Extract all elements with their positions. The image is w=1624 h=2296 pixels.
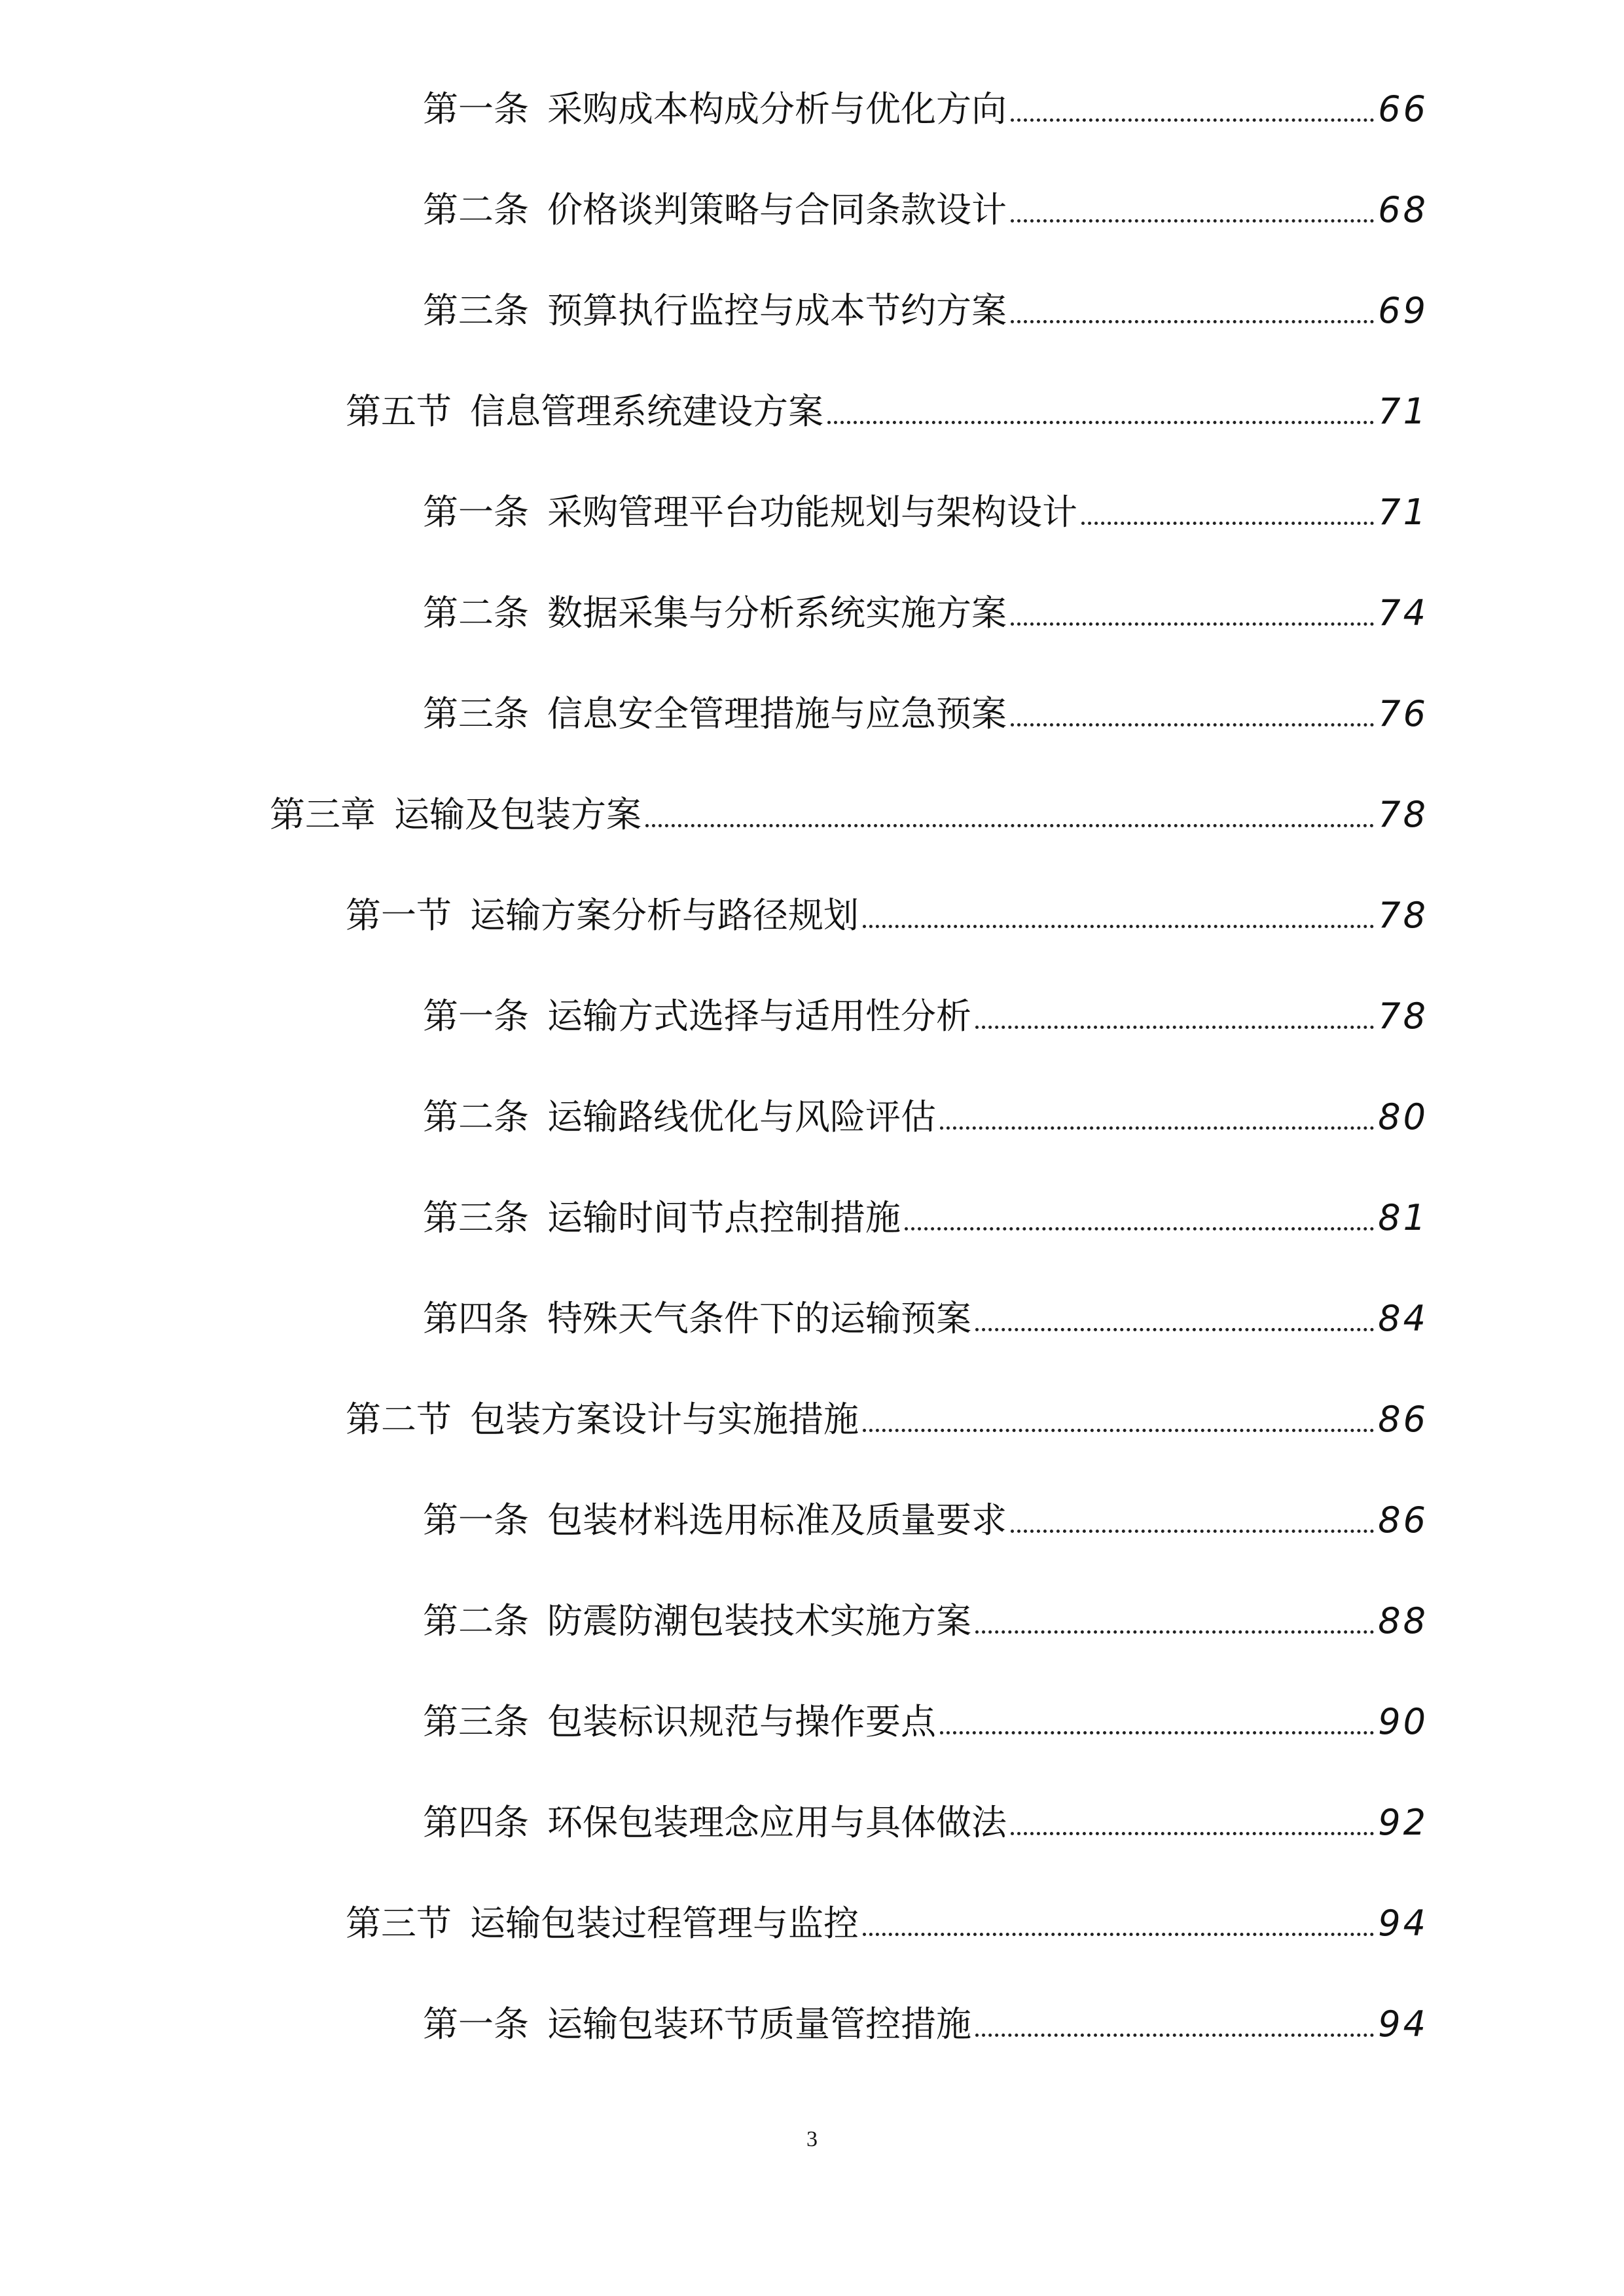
entry-title: 包装标识规范与操作要点 [547, 1701, 936, 1742]
toc-entry[interactable] [423, 492, 1428, 533]
dot-leader [863, 925, 1374, 928]
entry-number: 第一条 [423, 2003, 529, 2045]
entry-number: 第四条 [423, 1298, 529, 1339]
dot-leader [975, 2034, 1374, 2037]
entry-title: 环保包装理念应用与具体做法 [547, 1802, 1007, 1843]
entry-title: 运输包装过程管理与监控 [470, 1903, 859, 1944]
toc-entry[interactable] [423, 996, 1428, 1037]
entry-page: 68 [1378, 189, 1428, 230]
dot-leader [940, 1126, 1374, 1130]
entry-title: 运输方式选择与适用性分析 [547, 996, 971, 1037]
dot-leader [645, 824, 1374, 827]
entry-title: 运输及包装方案 [394, 794, 641, 835]
entry-page: 86 [1378, 1399, 1428, 1440]
dot-leader [1081, 522, 1374, 525]
entry-page: 92 [1378, 1802, 1428, 1843]
dot-leader [905, 1227, 1374, 1230]
entry-page: 71 [1378, 391, 1428, 432]
entry-number: 第二节 [346, 1399, 452, 1440]
entry-page: 78 [1378, 794, 1428, 835]
toc-entry[interactable] [423, 290, 1428, 331]
dot-leader [940, 1731, 1374, 1734]
dot-leader [1011, 320, 1374, 323]
entry-number: 第二条 [423, 1600, 529, 1641]
dot-leader [863, 1429, 1374, 1432]
entry-number: 第三条 [423, 290, 529, 331]
entry-number: 第一节 [346, 895, 452, 936]
dot-leader [1011, 1530, 1374, 1533]
entry-title: 包装方案设计与实施措施 [470, 1399, 859, 1440]
toc-entry[interactable] [423, 1701, 1428, 1742]
entry-page: 66 [1378, 88, 1428, 130]
entry-number: 第一条 [423, 492, 529, 533]
entry-title: 特殊天气条件下的运输预案 [547, 1298, 971, 1339]
entry-number: 第三条 [423, 1197, 529, 1238]
entry-page: 86 [1378, 1499, 1428, 1541]
toc-entry[interactable] [423, 88, 1428, 130]
entry-page: 80 [1378, 1096, 1428, 1138]
entry-page: 84 [1378, 1298, 1428, 1339]
toc-entry[interactable] [423, 1802, 1428, 1843]
dot-leader [1011, 723, 1374, 726]
toc-entry[interactable] [346, 391, 1428, 432]
dot-leader [1011, 219, 1374, 223]
entry-number: 第五节 [346, 391, 452, 432]
entry-number: 第一条 [423, 88, 529, 130]
entry-title: 数据采集与分析系统实施方案 [547, 592, 1007, 634]
entry-title: 采购管理平台功能规划与架构设计 [547, 492, 1077, 533]
toc-entry[interactable] [423, 1096, 1428, 1138]
entry-number: 第三条 [423, 693, 529, 734]
entry-page: 88 [1378, 1600, 1428, 1641]
dot-leader [827, 421, 1374, 424]
entry-title: 采购成本构成分析与优化方向 [547, 88, 1007, 130]
dot-leader [975, 1026, 1374, 1029]
entry-number: 第二条 [423, 189, 529, 230]
entry-page: 69 [1378, 290, 1428, 331]
entry-page: 81 [1378, 1197, 1428, 1238]
toc-entry[interactable] [423, 1298, 1428, 1339]
entry-page: 94 [1378, 1903, 1428, 1944]
toc-entry[interactable] [423, 2003, 1428, 2045]
toc-entry[interactable] [423, 1197, 1428, 1238]
entry-number: 第二条 [423, 1096, 529, 1138]
entry-number: 第三节 [346, 1903, 452, 1944]
entry-title: 防震防潮包装技术实施方案 [547, 1600, 971, 1641]
entry-page: 94 [1378, 2003, 1428, 2045]
entry-number: 第三章 [270, 794, 376, 835]
toc-entry[interactable] [346, 1903, 1428, 1944]
entry-page: 74 [1378, 592, 1428, 634]
toc-entry[interactable] [423, 189, 1428, 230]
entry-page: 90 [1378, 1701, 1428, 1742]
entry-page: 78 [1378, 996, 1428, 1037]
toc-entry[interactable] [423, 693, 1428, 734]
toc-entry[interactable] [423, 592, 1428, 634]
entry-title: 包装材料选用标准及质量要求 [547, 1499, 1007, 1541]
dot-leader [1011, 1832, 1374, 1835]
entry-page: 71 [1378, 492, 1428, 533]
dot-leader [1011, 622, 1374, 626]
toc-entry[interactable] [270, 794, 1428, 835]
toc-entry[interactable] [423, 1499, 1428, 1541]
dot-leader [975, 1328, 1374, 1331]
toc-entry[interactable] [423, 1600, 1428, 1641]
dot-leader [863, 1933, 1374, 1936]
entry-title: 运输路线优化与风险评估 [547, 1096, 936, 1138]
entry-title: 预算执行监控与成本节约方案 [547, 290, 1007, 331]
entry-page: 76 [1378, 693, 1428, 734]
entry-page: 78 [1378, 895, 1428, 936]
toc-entry[interactable] [346, 895, 1428, 936]
entry-title: 运输方案分析与路径规划 [470, 895, 859, 936]
entry-title: 运输时间节点控制措施 [547, 1197, 901, 1238]
entry-title: 信息安全管理措施与应急预案 [547, 693, 1007, 734]
entry-number: 第二条 [423, 592, 529, 634]
entry-number: 第四条 [423, 1802, 529, 1843]
dot-leader [975, 1630, 1374, 1634]
entry-number: 第一条 [423, 1499, 529, 1541]
entry-number: 第三条 [423, 1701, 529, 1742]
dot-leader [1011, 118, 1374, 122]
entry-title: 信息管理系统建设方案 [470, 391, 823, 432]
page-number: 3 [806, 2127, 818, 2151]
entry-title: 价格谈判策略与合同条款设计 [547, 189, 1007, 230]
entry-title: 运输包装环节质量管控措施 [547, 2003, 971, 2045]
toc-entry[interactable] [346, 1399, 1428, 1440]
entry-number: 第一条 [423, 996, 529, 1037]
